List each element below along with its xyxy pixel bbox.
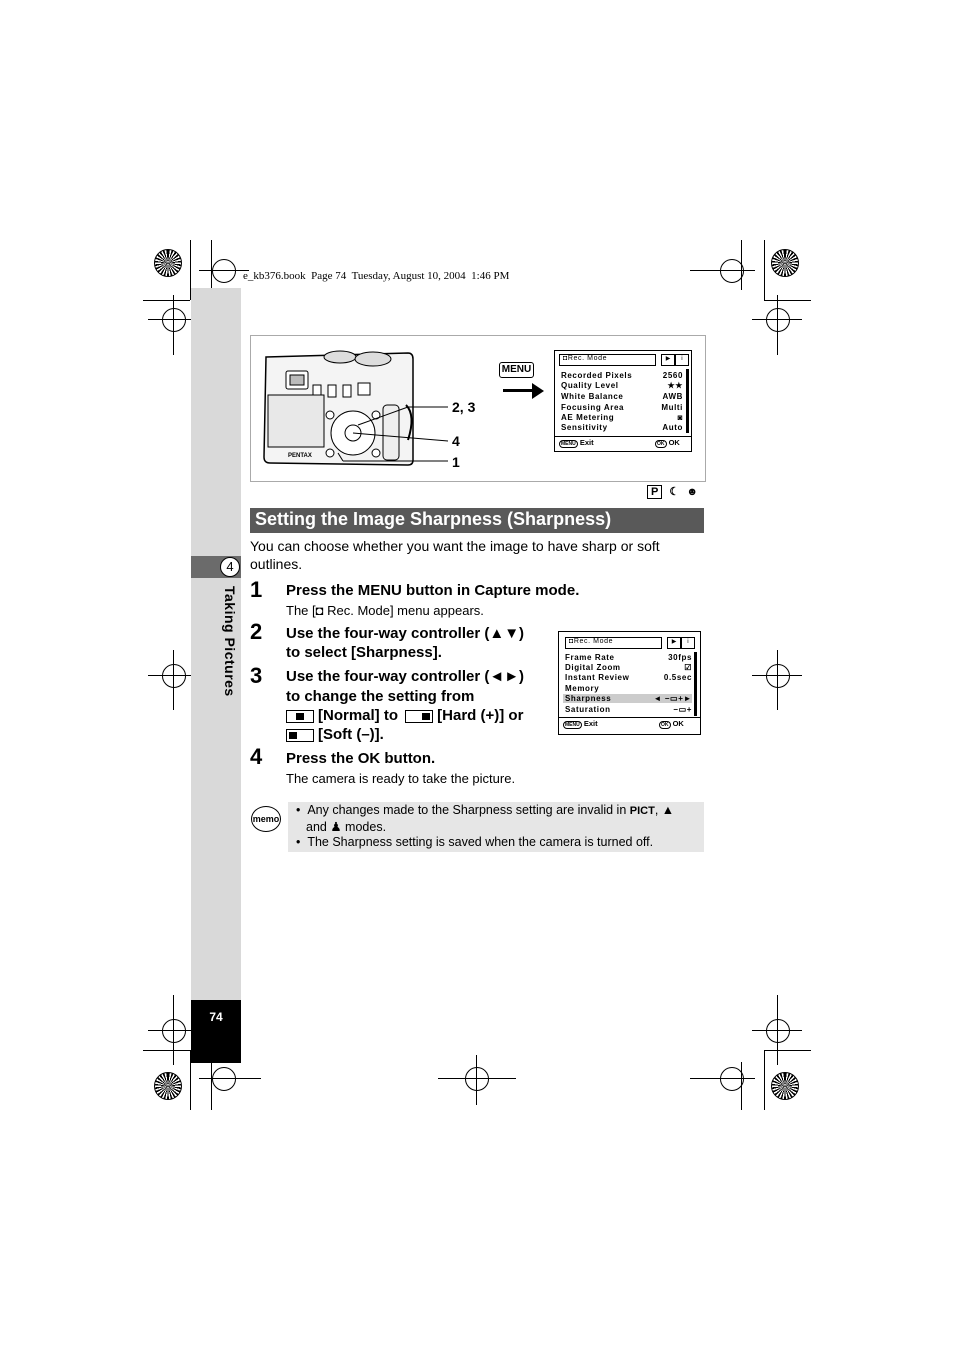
memo-icon: memo bbox=[251, 806, 281, 832]
sharpness-soft-icon bbox=[286, 729, 314, 742]
step-2-number: 2 bbox=[250, 619, 263, 644]
step-2-line-1: Use the four-way controller (▲▼) bbox=[286, 625, 525, 642]
intro-line-2: outlines. bbox=[250, 556, 303, 572]
memo-bullet-1-cont: and ♟ modes. bbox=[306, 820, 387, 834]
sharpness-hard-icon bbox=[405, 710, 433, 723]
lcd2-footer bbox=[559, 717, 700, 718]
callout-2-3: 2, 3 bbox=[452, 399, 476, 415]
callout-4: 4 bbox=[452, 433, 460, 449]
lcd2-row: Memory bbox=[565, 684, 600, 693]
lcd1-row: Recorded Pixels 2560 bbox=[561, 371, 683, 380]
step-3-number: 3 bbox=[250, 663, 263, 688]
step-4-text: Press the OK button. bbox=[286, 750, 436, 767]
camera-icon: ◘ bbox=[569, 638, 574, 645]
step-1-number: 1 bbox=[250, 577, 263, 602]
section-title: Setting the Image Sharpness (Sharpness) bbox=[255, 509, 612, 529]
mode-icons bbox=[647, 485, 698, 498]
camera-icon: ◘ bbox=[563, 355, 568, 362]
memo-bullet-2: • The Sharpness setting is saved when the camera is turned off. bbox=[296, 835, 654, 849]
lcd1-tab: ◘Rec. Mode bbox=[559, 354, 656, 366]
lcd1-row: Quality Level ★★ bbox=[561, 381, 683, 390]
step-4-number: 4 bbox=[250, 744, 263, 769]
step-3-line-2: to change the setting from bbox=[286, 688, 475, 705]
scrollbar bbox=[694, 652, 697, 716]
memo-bullet-1: • Any changes made to the Sharpness setting are invalid in PICT, ▲ bbox=[296, 803, 675, 817]
step-3-line-4: [Soft (–)]. bbox=[286, 725, 384, 745]
step-1-sub: The [◘ Rec. Mode] menu appears. bbox=[286, 603, 484, 618]
pict-mode-icon: PICT bbox=[629, 805, 655, 817]
lcd-rec-mode-menu-1 bbox=[554, 350, 692, 452]
step-1-text: Press the MENU button in Capture mode. bbox=[286, 582, 580, 599]
program-mode-icon: P bbox=[647, 485, 662, 499]
lcd1-exit: MENU Exit bbox=[561, 438, 594, 447]
menu-key-icon: MENU bbox=[499, 362, 534, 378]
camera-icon: ◘ bbox=[315, 603, 324, 618]
play-tab-icon: ▶ bbox=[667, 637, 681, 649]
camera-illustration bbox=[258, 345, 458, 475]
lcd2-row-selected: Sharpness ◄ −▭+► bbox=[565, 694, 692, 703]
callout-1: 1 bbox=[452, 454, 460, 470]
lcd2-exit: MENU Exit bbox=[565, 719, 598, 728]
play-tab-icon: ▶ bbox=[661, 354, 675, 366]
lcd2-row: Saturation −▭+ bbox=[565, 705, 692, 714]
lcd1-ok: OK OK bbox=[657, 438, 680, 447]
step-3-line-3: [Normal] to [Hard (+)] or bbox=[286, 706, 523, 726]
lcd1-row: AE Metering ◙ bbox=[561, 413, 683, 422]
step-4-sub: The camera is ready to take the picture. bbox=[286, 771, 516, 786]
intro-line-1: You can choose whether you want the image to have sharp or soft bbox=[250, 538, 660, 554]
lcd1-row: White Balance AWB bbox=[561, 392, 683, 401]
step-3-line-1: Use the four-way controller (◄►) bbox=[286, 668, 525, 685]
chapter-number: 4 bbox=[220, 557, 240, 577]
sharpness-normal-icon bbox=[286, 710, 314, 723]
lcd2-row: Instant Review 0.5sec bbox=[565, 673, 692, 682]
landscape-icon: ▲ bbox=[661, 803, 675, 817]
night-scene-icon: ☾ bbox=[669, 486, 680, 498]
camera-brand: PENTAX bbox=[288, 453, 312, 459]
arrow-right-icon bbox=[503, 389, 533, 392]
lcd-rec-mode-menu-2 bbox=[558, 631, 701, 735]
lcd1-row: Focusing Area Multi bbox=[561, 403, 683, 412]
arrow-head-icon bbox=[532, 383, 544, 399]
page-number: 74 bbox=[209, 1010, 223, 1024]
setup-tab-icon: ⅰ bbox=[681, 637, 695, 649]
file-info-header: e_kb376.book Page 74 Tuesday, August 10, 2004 1:46 PM bbox=[243, 270, 510, 282]
lcd2-tab: ◘Rec. Mode bbox=[565, 637, 662, 649]
chapter-title: Taking Pictures bbox=[222, 586, 238, 697]
lcd2-row: Digital Zoom ☑ bbox=[565, 663, 692, 672]
lcd2-row: Frame Rate 30fps bbox=[565, 653, 692, 662]
lcd1-footer bbox=[555, 436, 691, 437]
lcd1-row: Sensitivity Auto bbox=[561, 423, 683, 432]
scrollbar bbox=[686, 369, 689, 433]
lcd2-ok: OK OK bbox=[661, 719, 684, 728]
step-2-line-2: to select [Sharpness]. bbox=[286, 644, 442, 661]
self-portrait-icon: ☻ bbox=[686, 486, 698, 498]
portrait-icon: ♟ bbox=[330, 820, 342, 834]
setup-tab-icon: ⅰ bbox=[675, 354, 689, 366]
